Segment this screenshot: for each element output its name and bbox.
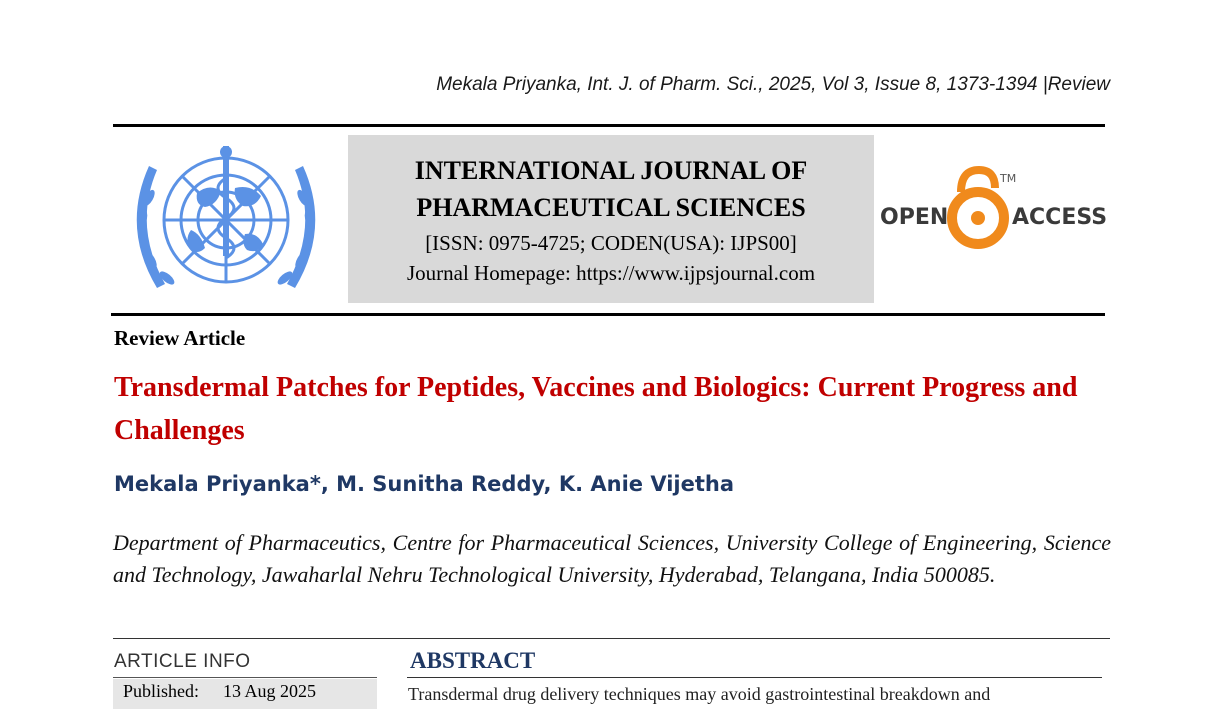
abstract-text: Transdermal drug delivery techniques may avoid gastrointestinal breakdown and xyxy=(408,684,991,704)
author-list: Mekala Priyanka*, M. Sunitha Reddy, K. Anie Vijetha xyxy=(114,472,735,496)
abstract-heading: ABSTRACT xyxy=(410,648,536,673)
article-info-rule xyxy=(113,677,377,678)
section-divider xyxy=(113,638,1110,639)
header-bottom-rule xyxy=(111,313,1105,316)
open-lock-icon xyxy=(952,170,1004,244)
issn-line: [ISSN: 0975-4725; CODEN(USA): IJPS00] xyxy=(425,231,797,255)
abstract-rule xyxy=(407,677,1102,678)
published-row xyxy=(113,679,377,709)
journal-name-line2: PHARMACEUTICAL SCIENCES xyxy=(416,193,806,222)
article-type-label: Review Article xyxy=(114,326,246,350)
journal-emblem-icon xyxy=(127,138,325,306)
article-title: Transdermal Patches for Peptides, Vaccines and Biologics: Current Progress and Challenges xyxy=(114,372,1078,446)
journal-name-line1: INTERNATIONAL JOURNAL OF xyxy=(414,156,808,185)
open-access-word-access: ACCESS xyxy=(1012,205,1108,230)
journal-name xyxy=(348,152,874,226)
journal-masthead xyxy=(348,135,874,303)
trademark-mark: TM xyxy=(1000,172,1017,185)
header-top-rule xyxy=(113,124,1105,127)
running-head: Mekala Priyanka, Int. J. of Pharm. Sci., 2025, Vol 3, Issue 8, 1373-1394 |Review xyxy=(436,74,1110,95)
author-affiliation: Department of Pharmaceutics, Centre for Pharmaceutical Sciences, University College of Engineering, Science and Technology, Jawaharlal Nehru Technological University, Hyderabad, Telangana, India 500085. xyxy=(113,530,1111,587)
published-date: 13 Aug 2025 xyxy=(223,681,317,701)
open-access-word-open: OPEN xyxy=(880,205,949,230)
open-access-logo-icon xyxy=(878,166,1110,252)
journal-homepage[interactable]: Journal Homepage: https://www.ijpsjournal.com xyxy=(406,261,816,285)
published-label: Published: xyxy=(123,681,200,701)
article-info-heading: ARTICLE INFO xyxy=(114,651,251,672)
